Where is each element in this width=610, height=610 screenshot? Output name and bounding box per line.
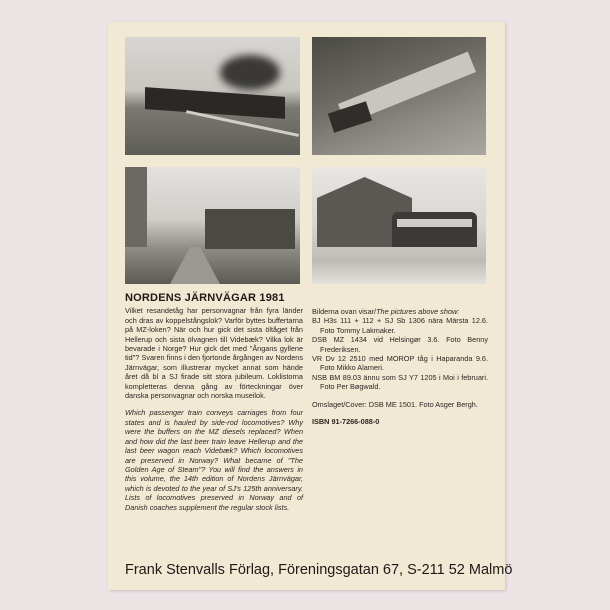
- photo-station-diesel: [125, 167, 300, 284]
- english-description: Which passenger train conveys carriages from four states and is hauled by side-rod locomotives? Why were the buffers on the MZ diesels replaced? When and how did the last beer train leave Hellerup and the last beer wagon reach Videbæk? Which locomotives are preserved in Norway? What became of "The Golden Age of Steam"? You will find the answers in this volume, the 14th edition of Nordens Järnvägar, which is devoted to the year of SJ's 125th anniversary. Lists of locomotives preserved in Norway and of Danish coaches supplement the regular stock lists.: [125, 408, 303, 512]
- book-title: NORDENS JÄRNVÄGAR 1981: [125, 292, 285, 304]
- publisher-line: Frank Stenvalls Förlag, Föreningsgatan 67, S-211 52 Malmö: [125, 562, 513, 578]
- photo-railbus-station: [312, 167, 486, 284]
- captions-column: [312, 307, 488, 426]
- description-column: [125, 294, 303, 520]
- caption-item: VR Dv 12 2510 med MOROP tåg i Haparanda 9.6. Foto Mikko Alameri.: [312, 354, 488, 373]
- captions-heading-en: The pictures above show:: [376, 307, 460, 316]
- caption-item: NSB BM 89.03 ännu som SJ Y7 1205 i Moi i februari. Foto Per Bøgwald.: [312, 372, 488, 392]
- captions-heading-sv: Bilderna ovan visar/: [312, 307, 377, 316]
- caption-item: BJ H3s 111 + 112 + SJ Sb 1306 nära Märsta 12.6. Foto Tommy Lakmaker.: [312, 316, 488, 335]
- book-back-cover: [108, 22, 513, 590]
- isbn: ISBN 91-7266-088-0: [312, 417, 380, 427]
- caption-item: DSB MZ 1434 vid Helsingør 3.6. Foto Benny Frederiksen.: [312, 335, 488, 354]
- photo-steam-train: [125, 37, 300, 155]
- swedish-description: Vilket resandetåg har personvagnar från fyra länder och dras av koppelstångslok? Varför byttes buffertarna på MZ-loken? När och hur gick det sista öltåget från Hellerup och sista ölvagnen till Videbæk? Vilka lok är bevarade i Norge? Hur gick det med "Ångans gyllene tid"? Svaren finns i den fjortonde årgången av Nordens Järnvägar, som illustrerar mycket annat som hände året då bl a SJ firade sitt stora jubileum. Loklistorna kompletteras denna gång av förteckningar över danska personvagnar och norska museilok.: [125, 306, 303, 401]
- photo-diesel-train: [312, 37, 486, 155]
- cover-note: Omslaget/Cover: DSB ME 1501. Foto Asger Bergh.: [312, 399, 478, 409]
